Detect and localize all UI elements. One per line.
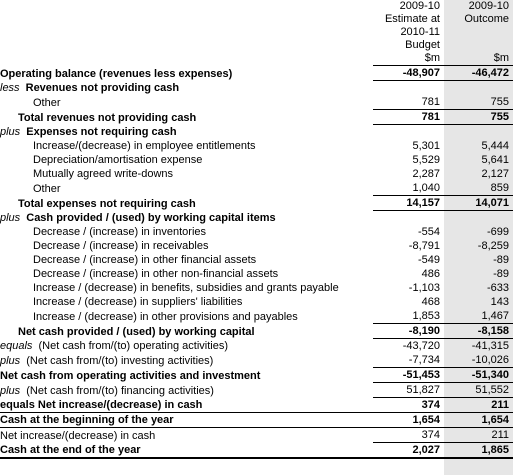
row-label: Decrease / (increase) in other non-financial assets [33, 268, 279, 280]
row-label: Decrease / (increase) in other financial assets [33, 254, 257, 266]
row-label: Other [33, 182, 61, 195]
row-prefix: less [0, 82, 20, 94]
row-outcome: -8,259 [477, 240, 509, 252]
row-label: Mutually agreed write-downs [33, 168, 174, 180]
row-outcome: -41,315 [471, 340, 509, 352]
row-outcome: 5,444 [481, 140, 509, 152]
row-label: Revenues not providing cash [25, 82, 180, 94]
table-row [0, 125, 513, 140]
row-prefix: plus [0, 126, 21, 138]
table-row [0, 309, 513, 324]
row-label: Depreciation/amortisation expense [33, 154, 203, 166]
row-estimate: 1,654 [373, 413, 444, 428]
row-label: Decrease / (increase) in receivables [33, 240, 209, 252]
col-header-outcome-year: 2009-10 [468, 0, 509, 12]
row-outcome: 143 [490, 296, 509, 308]
row-estimate: 5,301 [412, 140, 440, 152]
row-outcome: 211 [491, 429, 509, 441]
col-header-estimate-year: 2009-10 [399, 0, 440, 12]
row-estimate: 781 [421, 96, 440, 108]
table-row [0, 383, 513, 398]
row-outcome: 2,127 [481, 168, 509, 180]
row-estimate: -1,103 [408, 282, 440, 294]
row-outcome: -10,026 [471, 354, 509, 366]
row-label: Net increase/(decrease) in cash [0, 429, 156, 442]
row-label: (Net cash from/(to) operating activities) [38, 340, 228, 352]
table-row [0, 211, 513, 226]
table-row [0, 353, 513, 368]
col-header-outcome-label: Outcome [464, 13, 509, 25]
row-label: Net cash from operating activities and investment [0, 369, 261, 382]
row-estimate: 781 [373, 110, 444, 125]
row-estimate: -7,734 [408, 354, 440, 366]
row-estimate: -43,720 [402, 340, 440, 352]
table-row [0, 324, 513, 339]
table-row [0, 139, 513, 153]
row-estimate: 486 [421, 268, 440, 280]
row-label: Increase / (decrease) in other provisions and payables [33, 310, 298, 323]
row-outcome: -89 [493, 254, 509, 266]
table-row [0, 267, 513, 281]
row-outcome: 211 [444, 398, 513, 413]
col-header-estimate-label: Estimate at [384, 13, 440, 25]
row-label: Total revenues not providing cash [18, 111, 197, 124]
row-outcome: 51,552 [475, 384, 509, 396]
table-row [0, 253, 513, 267]
row-label: Net increase/(decrease) in cash [37, 399, 203, 411]
table-row [0, 225, 513, 239]
row-estimate: -8,190 [373, 324, 444, 339]
row-label: Increase / (decrease) in suppliers' liabilities [33, 296, 243, 308]
row-label: Increase/(decrease) in employee entitlements [33, 140, 256, 152]
row-outcome: -633 [486, 282, 509, 294]
table-row [0, 368, 513, 383]
row-label: Decrease / (increase) in inventories [33, 226, 207, 238]
row-outcome: -8,158 [444, 324, 513, 339]
row-estimate: 51,827 [406, 384, 440, 396]
table-row [0, 95, 513, 110]
col-header-estimate-unit: $m [373, 52, 444, 66]
row-estimate: -554 [417, 226, 440, 238]
row-label: Net cash provided / (used) by working capital [18, 325, 255, 338]
row-prefix: plus [0, 354, 21, 367]
row-outcome: 859 [490, 182, 509, 194]
row-outcome: 755 [490, 96, 509, 108]
row-outcome: 14,071 [444, 196, 513, 211]
table-row [0, 413, 513, 428]
row-estimate: 374 [373, 398, 444, 413]
table-row [0, 167, 513, 181]
table-row [0, 196, 513, 211]
table-row [0, 339, 513, 354]
table-row [0, 81, 513, 96]
table-row [0, 398, 513, 413]
row-prefix: equals [0, 340, 33, 352]
row-outcome: -46,472 [444, 66, 513, 81]
table-row [0, 295, 513, 309]
row-estimate: -51,453 [373, 368, 444, 383]
row-label: Other [33, 96, 61, 109]
row-label: Operating balance (revenues less expenses) [0, 67, 233, 80]
row-outcome: 1,865 [444, 443, 513, 459]
row-estimate: 374 [421, 429, 440, 441]
row-outcome: -51,340 [444, 368, 513, 383]
col-header-estimate-budget: Budget [405, 39, 440, 51]
row-label: Total expenses not requiring cash [18, 197, 196, 210]
col-header-estimate-budget-year: 2010-11 [400, 26, 440, 38]
row-prefix: equals [0, 399, 35, 411]
row-label: Increase / (decrease) in benefits, subsidies and grants payable [33, 282, 339, 294]
row-prefix: plus [0, 384, 21, 397]
table-row [0, 443, 513, 459]
row-outcome: 1,654 [444, 413, 513, 428]
row-estimate: 14,157 [373, 196, 444, 211]
table-row [0, 181, 513, 196]
table-row [0, 153, 513, 167]
row-estimate: 5,529 [412, 154, 440, 166]
row-label: (Net cash from/(to) financing activities) [26, 384, 214, 397]
row-prefix: plus [0, 212, 21, 224]
row-outcome: 5,641 [481, 154, 509, 166]
row-estimate: 2,027 [373, 443, 444, 459]
row-estimate: 468 [421, 296, 440, 308]
table-row [0, 110, 513, 125]
row-label: (Net cash from/(to) investing activities) [26, 354, 214, 367]
row-label: Expenses not requiring cash [26, 126, 177, 138]
col-header-outcome-unit: $m [444, 52, 513, 66]
row-outcome: -699 [486, 226, 509, 238]
row-label: Cash at the end of the year [0, 443, 373, 459]
row-estimate: -8,791 [408, 240, 440, 252]
table-row [0, 239, 513, 253]
table-row [0, 428, 513, 443]
row-estimate: 2,287 [412, 168, 440, 180]
row-estimate: 1,853 [412, 310, 440, 322]
row-label: Cash provided / (used) by working capital items [26, 212, 276, 224]
row-estimate: 1,040 [412, 182, 440, 194]
table-row [0, 281, 513, 295]
row-estimate: -48,907 [373, 66, 444, 81]
row-estimate: -549 [417, 254, 440, 266]
row-outcome: -89 [493, 268, 509, 280]
row-label: Cash at the beginning of the year [0, 413, 373, 428]
row-outcome: 755 [444, 110, 513, 125]
row-outcome: 1,467 [481, 310, 509, 322]
table-row [0, 66, 513, 81]
